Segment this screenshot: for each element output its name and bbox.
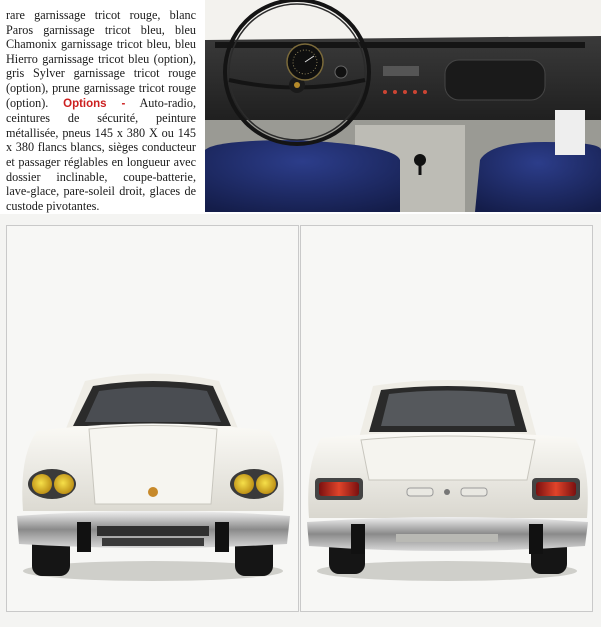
description-text: rare garnissage tricot rouge, blanc Paros garnissage tricot bleu, bleu Chamonix garnissage tricot bleu, bleu Hierro garnissage tricot bleu (option), gris Sylver garnissage tricot rouge (option), prune garnissage tricot rouge (option).: [6, 8, 196, 110]
options-text: Auto-radio, ceintures de sécurité, peinture métallisée, pneus 145 x 380 X ou 145 x 380 flancs blancs, sièges conducteur et passager réglables en longueur avec dossier inclinable, coupe-batterie, lave-glace, pare-soleil droit, glaces de custode pivotantes.: [6, 95, 197, 213]
interior-dashboard-photo: [205, 0, 601, 212]
car-rear-photo: [300, 225, 593, 612]
options-label: Options -: [63, 97, 126, 110]
description-column: [6, 8, 196, 213]
description-paragraph: [6, 8, 196, 213]
car-front-photo: [6, 225, 299, 612]
